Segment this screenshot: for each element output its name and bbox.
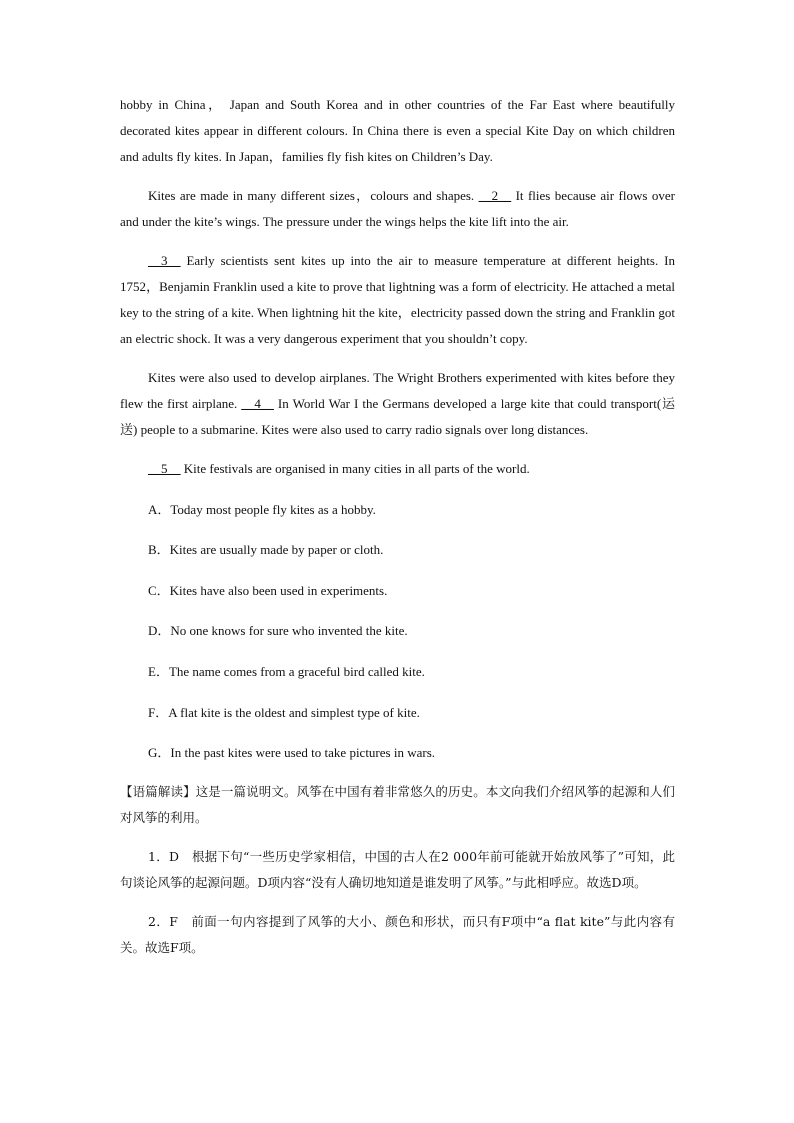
- blank-5: __5__: [148, 461, 181, 476]
- blank-4: __4__: [241, 396, 274, 411]
- paragraph-4-text-b: In World War I the Germans developed a large kite that could transport(运送) people to a submarine. Kites were also used to carry radio signals over long distances.: [120, 396, 675, 437]
- option-f: F．A flat kite is the oldest and simplest type of kite.: [148, 704, 420, 720]
- content-column: [120, 92, 675, 961]
- option-d: D．No one knows for sure who invented the kite.: [148, 623, 408, 639]
- option-e: E．The name comes from a graceful bird called kite.: [148, 663, 425, 679]
- option-g: G．In the past kites were used to take pictures in wars.: [148, 745, 436, 761]
- paragraph-5: [120, 456, 675, 482]
- blank-2: __2__: [478, 188, 512, 203]
- paragraph-2: [120, 183, 675, 235]
- answer-2-explanation: 2．F 前面一句内容提到了风筝的大小、颜色和形状，而只有F项中“a flat kite”与此内容有关。故选F项。: [120, 914, 675, 956]
- paragraph-4: [120, 365, 675, 443]
- analysis-summary: 【语篇解读】这是一篇说明文。风筝在中国有着非常悠久的历史。本文向我们介绍风筝的起源和人们对风筝的利用。: [120, 784, 675, 826]
- paragraph-2-text-b: It flies because air flows over and under the kite’s wings. The pressure under the wings helps the kite lift into the air.: [120, 188, 675, 229]
- paragraph-5-text: Kite festivals are organised in many cities in all parts of the world.: [180, 461, 530, 476]
- paragraph-3: [120, 248, 675, 352]
- option-b: B．Kites are usually made by paper or cloth.: [148, 542, 384, 558]
- option-c: C．Kites have also been used in experiments.: [148, 582, 388, 598]
- paragraph-2-text-a: Kites are made in many different sizes，colours and shapes.: [148, 188, 479, 203]
- option-a: A．Today most people fly kites as a hobby.: [148, 501, 376, 517]
- answer-1-explanation: 1．D 根据下句“一些历史学家相信，中国的古人在2 000年前可能就开始放风筝了”可知，此句谈论风筝的起源问题。D项内容“没有人确切地知道是谁发明了风筝。”与此相呼应。故选D项。: [120, 849, 675, 891]
- paragraph-4-text-a: Kites were also used to develop airplanes. The Wright Brothers experimented with kites before they flew the first airplane.: [120, 370, 675, 411]
- paragraph-1: hobby in China， Japan and South Korea and in other countries of the Far East where beautifully decorated kites appear in different colours. In China there is even a special Kite Day on which children and adults fly kites. In Japan，families fly fish kites on Children’s Day.: [120, 97, 675, 164]
- paragraph-3-text: Early scientists sent kites up into the air to measure temperature at different heights. In 1752，Benjamin Franklin used a kite to prove that lightning was a form of electricity. He attached a metal key to the string of a kite. When lightning hit the kite，electricity passed down the string and Franklin got an electric shock. It was a very dangerous experiment that you shouldn’t copy.: [120, 253, 675, 346]
- blank-3: __3__: [148, 253, 181, 268]
